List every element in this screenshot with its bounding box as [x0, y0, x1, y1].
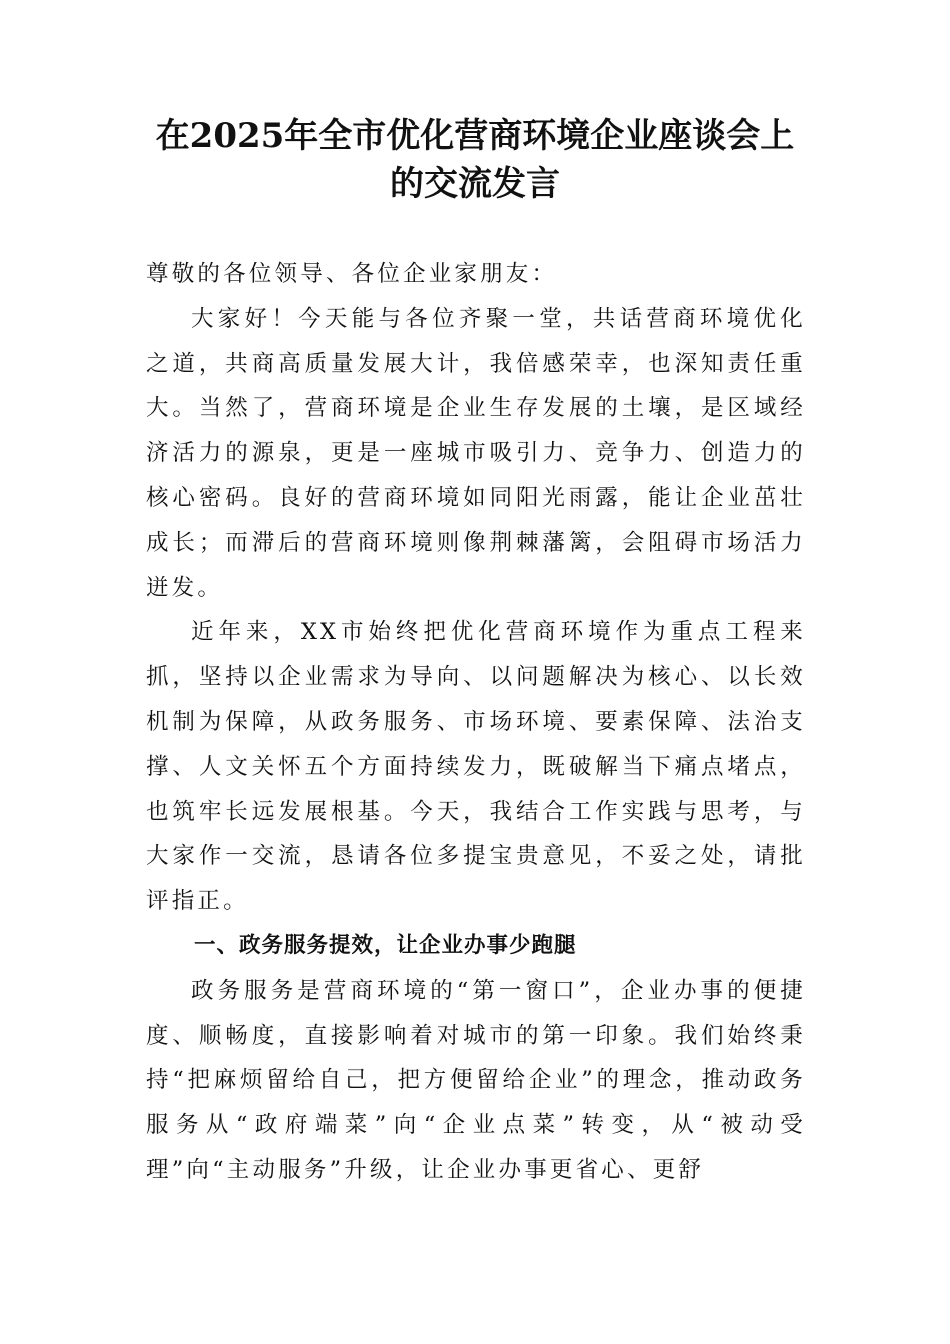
- salutation: 尊敬的各位领导、各位企业家朋友：: [146, 261, 558, 287]
- section-heading: 一、政务服务提效，让企业办事少跑腿: [194, 932, 577, 958]
- document-title: 在2025年全市优化营商环境企业座谈会上的交流发言: [155, 116, 795, 204]
- document-body: [146, 252, 806, 1193]
- paragraph-overview: 近年来，XX市始终把优化营商环境作为重点工程来抓，坚持以企业需求为导向、以问题解决为核心、以长效机制为保障，从政务服务、市场环境、要素保障、法治支撑、人文关怀五个方面持续发力，既破解当下痛点堵点，也筑牢长远发展根基。今天，我结合工作实践与思考，与大家作一交流，恳请各位多提宝贵意见，不妥之处，请批评指正。: [146, 619, 806, 915]
- paragraph-section-one: 政务服务是营商环境的“第一窗口”，企业办事的便捷度、顺畅度，直接影响着对城市的第一印象。我们始终秉持“把麻烦留给自己，把方便留给企业”的理念，推动政务服务从“政府端菜”向“企业点菜”转变，从“被动受理”向“主动服务”升级，让企业办事更省心、更舒: [146, 977, 806, 1183]
- paragraph-greeting: 大家好！今天能与各位齐聚一堂，共话营商环境优化之道，共商高质量发展大计，我倍感荣幸，也深知责任重大。当然了，营商环境是企业生存发展的土壤，是区域经济活力的源泉，更是一座城市吸引力、竞争力、创造力的核心密码。良好的营商环境如同阳光雨露，能让企业茁壮成长；而滞后的营商环境则像荆棘藩篱，会阻碍市场活力迸发。: [146, 305, 806, 601]
